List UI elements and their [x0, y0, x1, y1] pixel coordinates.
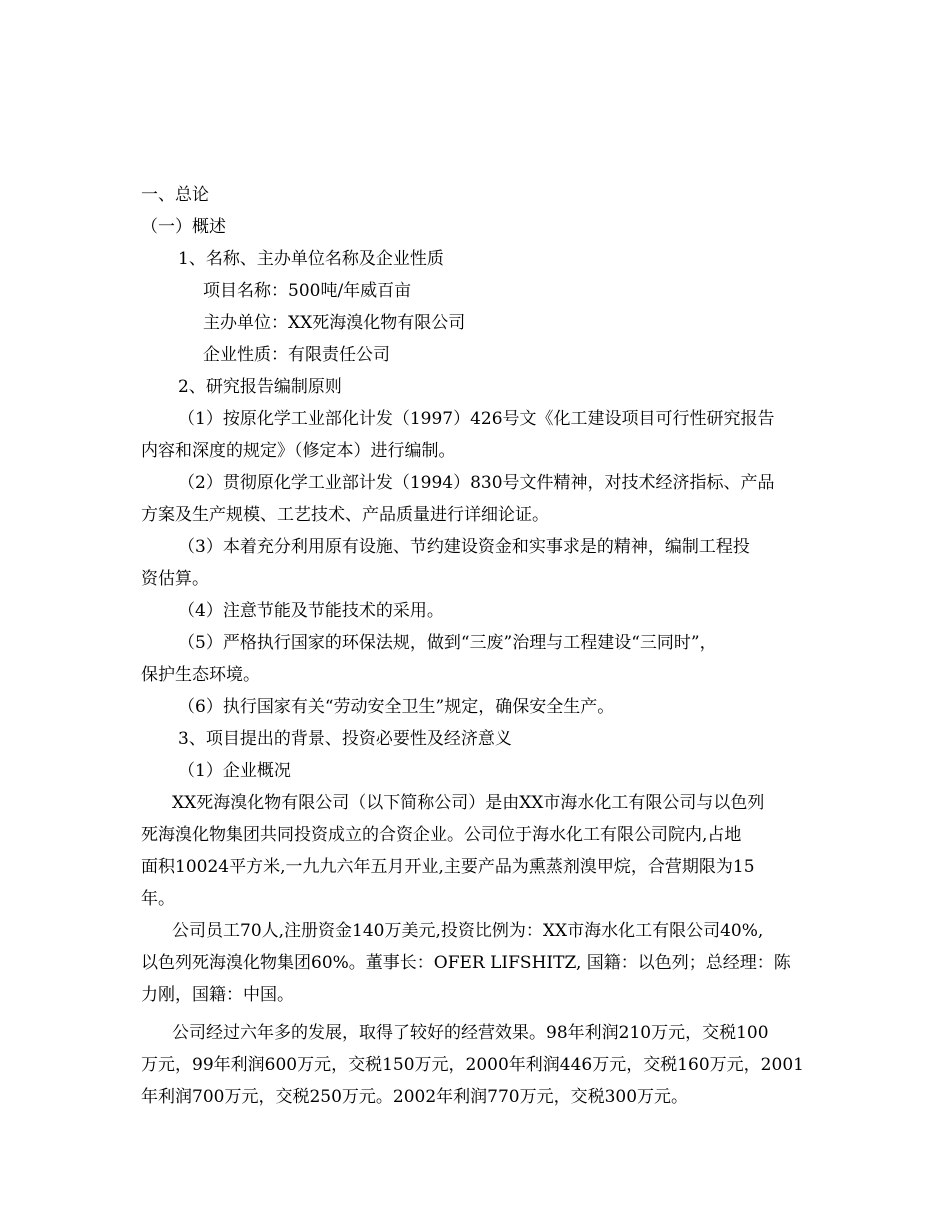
principle-3-line-2: 资估算。: [141, 569, 209, 589]
company-overview-heading: （1）企业概况: [178, 761, 291, 781]
principle-2-line-1: （2）贯彻原化学工业部计发（1994）830号文件精神，对技术经济指标、产品: [178, 473, 775, 493]
company-para-2-line-1: 公司员工70人,注册资金140万美元,投资比例为：XX市海水化工有限公司40%,: [172, 921, 764, 941]
heading-overview: （一）概述: [141, 217, 226, 237]
nature-line: 企业性质：有限责任公司: [203, 345, 390, 365]
principle-4: （4）注意节能及节能技术的采用。: [178, 601, 444, 621]
company-para-1-line-3: 面积10024平方米,一九九六年五月开业,主要产品为熏蒸剂溴甲烷，合营期限为15: [141, 857, 755, 877]
principle-5-line-2: 保护生态环境。: [141, 665, 260, 685]
section-2-title: 2、研究报告编制原则: [178, 377, 342, 397]
sponsor-line: 主办单位：XX死海溴化物有限公司: [203, 313, 466, 333]
principle-5-line-1: （5）严格执行国家的环保法规，做到“三废”治理与工程建设“三同时”，: [178, 633, 717, 653]
section-1-title: 1、名称、主办单位名称及企业性质: [178, 249, 444, 269]
principle-3-line-1: （3）本着充分利用原有设施、节约建设资金和实事求是的精神，编制工程投: [178, 537, 750, 557]
company-para-2-line-3: 力刚，国籍：中国。: [141, 985, 294, 1005]
section-3-title: 3、项目提出的背景、投资必要性及经济意义: [178, 729, 512, 749]
principle-1-line-2: 内容和深度的规定》（修定本）进行编制。: [141, 441, 456, 461]
heading-general: 一、总论: [141, 185, 209, 205]
company-para-3-line-2: 万元，99年利润600万元，交税150万元，2000年利润446万元，交税160万元，2001: [141, 1055, 804, 1075]
company-para-3-line-1: 公司经过六年多的发展，取得了较好的经营效果。98年利润210万元，交税100: [172, 1023, 769, 1043]
company-para-2-line-2: 以色列死海溴化物集团60%。董事长：OFER LIFSHITZ, 国籍：以色列；总经理：陈: [141, 953, 791, 973]
principle-1-line-1: （1）按原化学工业部化计发（1997）426号文《化工建设项目可行性研究报告: [178, 409, 775, 429]
project-name-line: 项目名称：500吨/年威百亩: [203, 281, 412, 301]
company-para-1-line-2: 死海溴化物集团共同投资成立的合资企业。公司位于海水化工有限公司院内,占地: [141, 825, 742, 845]
company-para-1-line-4: 年。: [141, 889, 175, 909]
principle-6: （6）执行国家有关“劳动安全卫生”规定，确保安全生产。: [178, 697, 615, 717]
company-para-3-line-3: 年利润700万元，交税250万元。2002年利润770万元，交税300万元。: [141, 1087, 689, 1107]
principle-2-line-2: 方案及生产规模、工艺技术、产品质量进行详细论证。: [141, 505, 549, 525]
company-para-1-line-1: XX死海溴化物有限公司（以下简称公司）是由XX市海水化工有限公司与以色列: [172, 793, 765, 813]
